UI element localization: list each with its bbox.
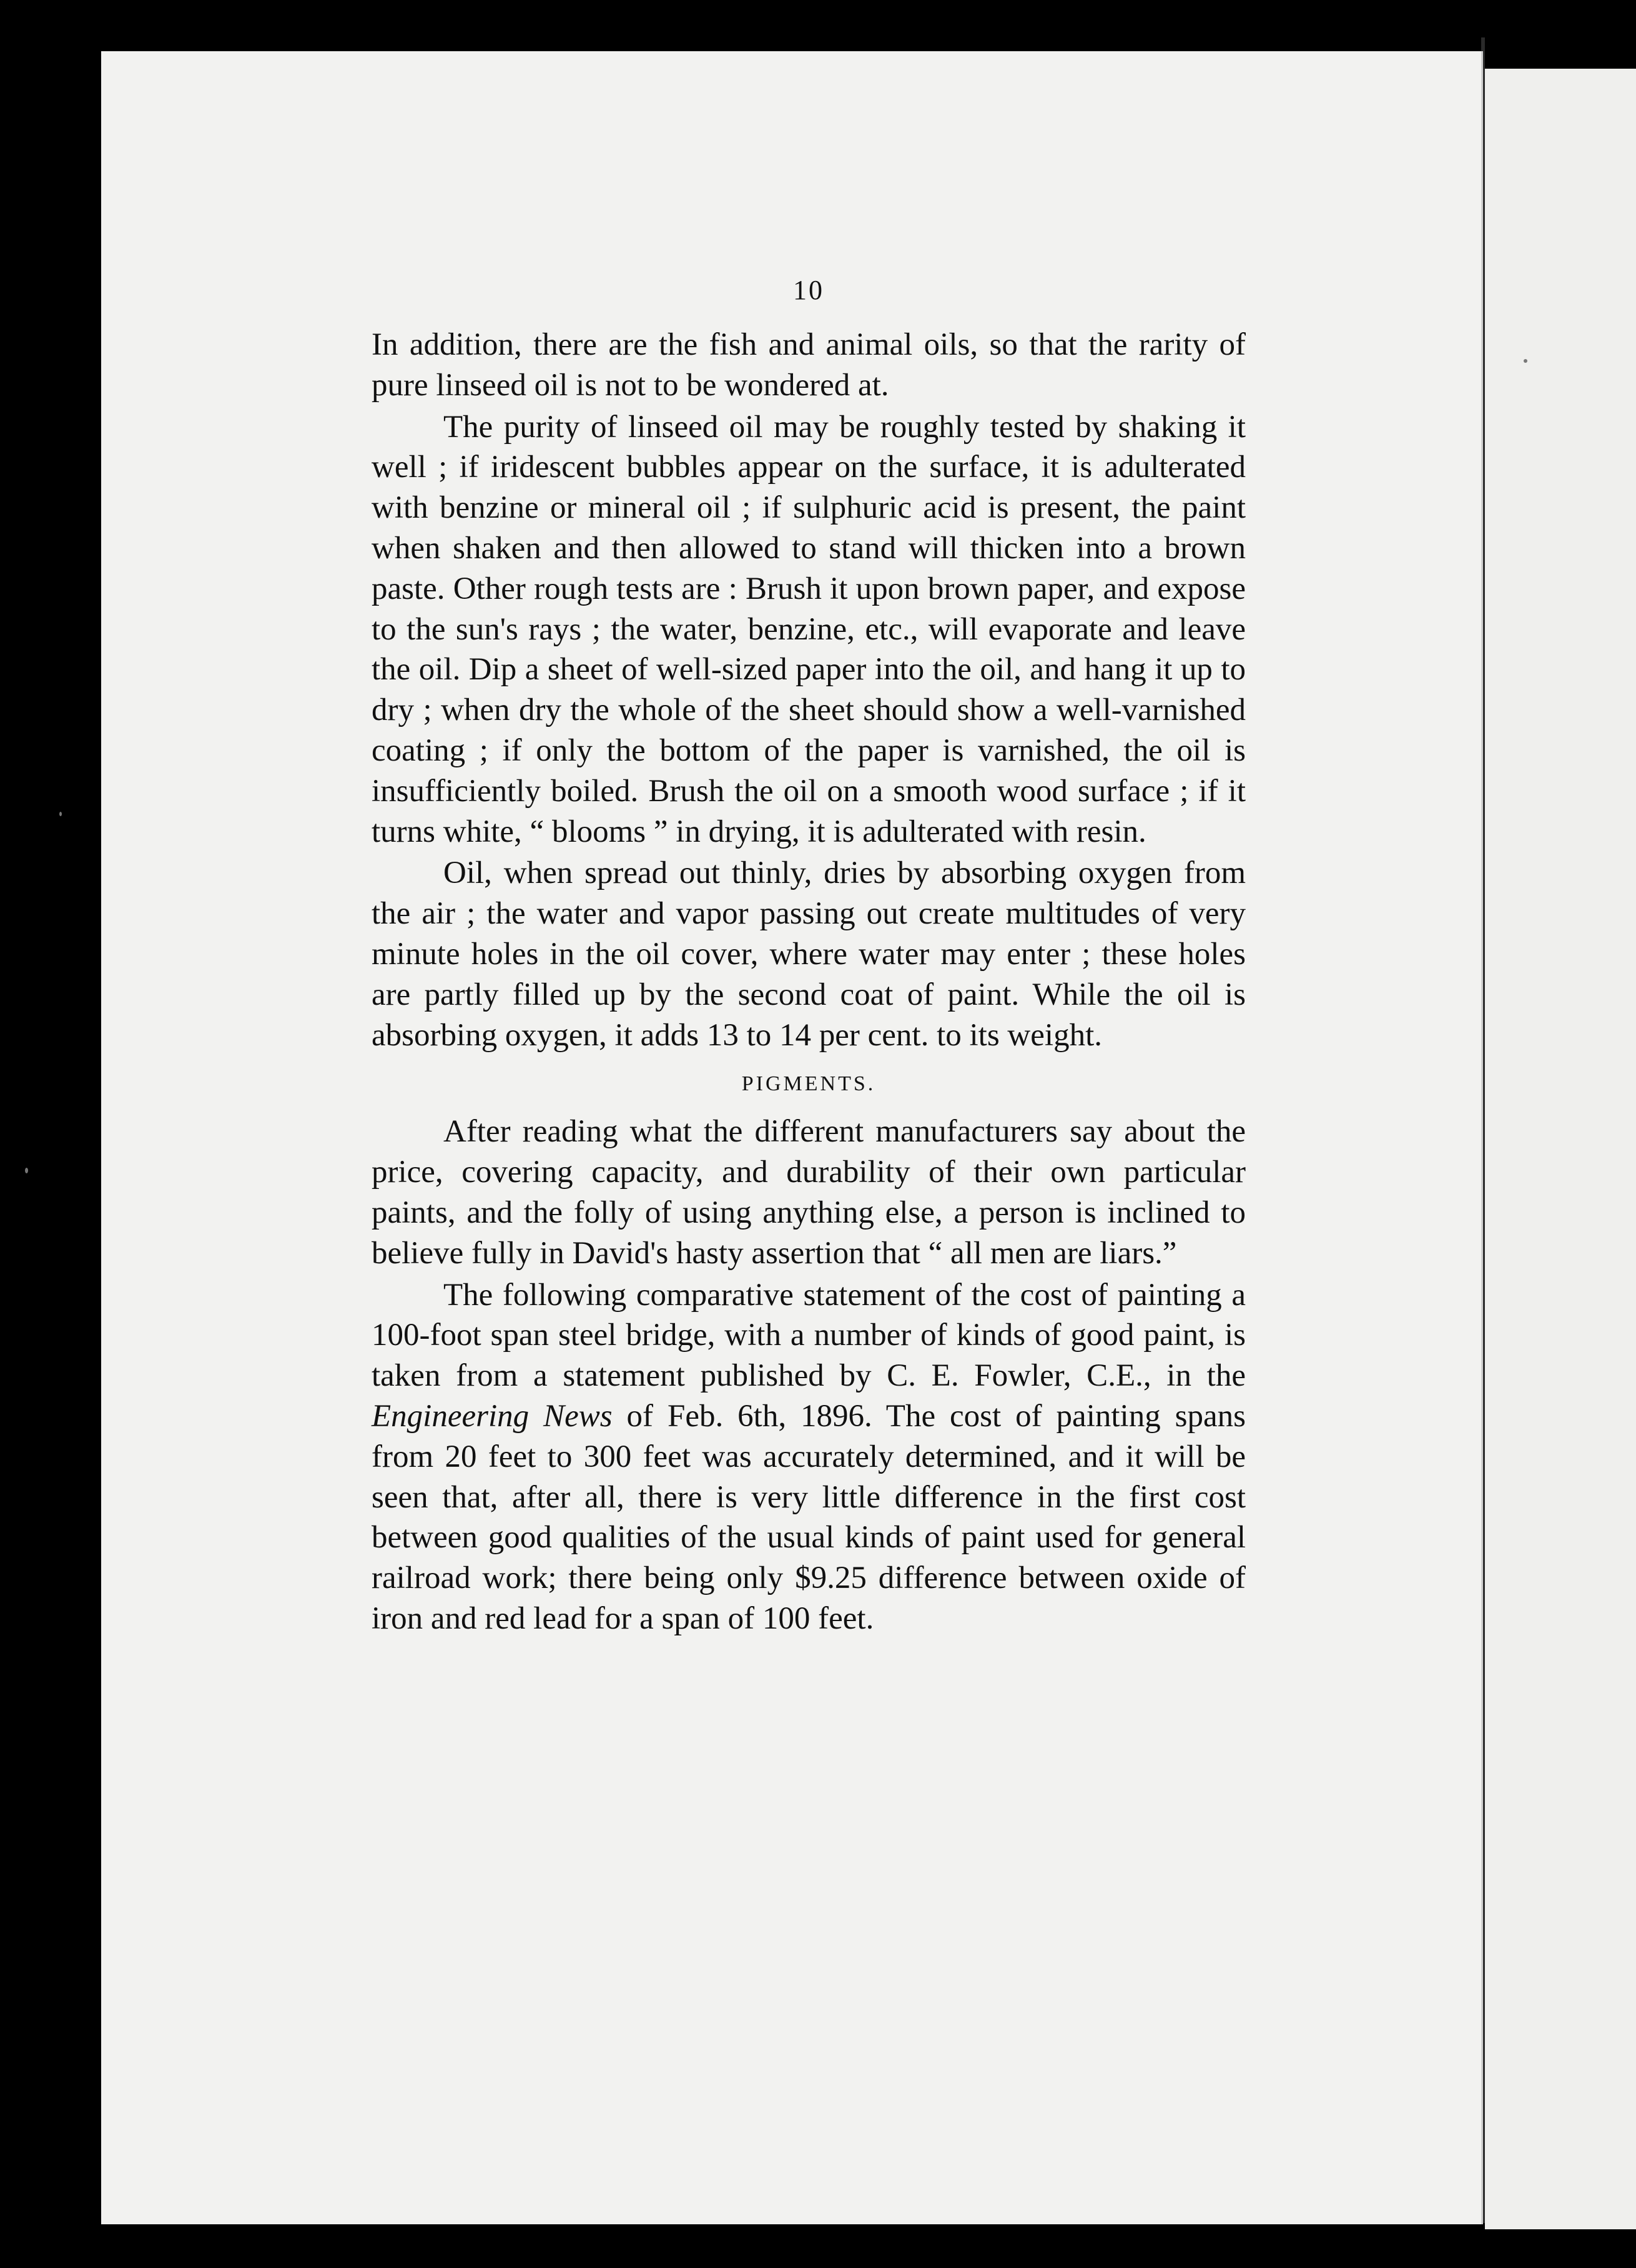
section-heading-pigments: PIGMENTS. — [741, 1072, 876, 1096]
journal-title: Engineering News — [372, 1398, 613, 1434]
adjacent-page-edge — [1485, 69, 1636, 2229]
paragraph-rarity-of-oil: In addition, there are the fish and animal oils, so that the rarity of pure linseed oil is not to be wondered at. — [372, 327, 1246, 403]
cost-statement-rest: of Feb. 6th, 1896. The cost of painting spans from 20 feet to 300 feet was accurately determined, and it will be seen that, after all, there is very little difference in the first cost between good qualities of the usual kinds of paint used for general railroad work; there being only $9.25 difference between oxide of iron and red lead for a span of 100 feet. — [372, 1398, 1246, 1636]
paragraph-purity-tests: The purity of linseed oil may be roughly tested by shaking it well ; if iridescent bubbles appear on the surface, it is adulterated with benzine or mineral oil ; if sulphuric acid is present, the paint when shaken and then allowed to stand will thicken into a brown paste. Other rough tests are : Brush it upon brown paper, and expose to the sun's rays ; the water, benzine, etc., will evaporate and leave the oil. Dip a sheet of well-sized paper into the oil, and hang it up to dry ; when dry the whole of the sheet should show a well-varnished coating ; if only the bottom of the paper is varnished, the oil is insufficiently boiled. Brush the oil on a smooth wood surface ; if it turns white, “ blooms ” in drying, it is adulterated with resin. — [372, 409, 1246, 849]
scan-speck — [1524, 359, 1527, 363]
scan-speck — [59, 812, 62, 816]
cost-statement-intro: The following comparative statement of the cost of painting a 100-foot span steel bridge, with a number of kinds of good paint, is taken from a statement published by C. E. Fowler, C.E., in the — [372, 1277, 1246, 1394]
paragraph-oil-drying: Oil, when spread out thinly, dries by absorbing oxygen from the air ; the water and vapor passing out create multitudes of very minute holes in the oil cover, where water may enter ; these holes are partly filled up by the second coat of paint. While the oil is absorbing oxygen, it adds 13 to 14 per cent. to its weight. — [372, 855, 1246, 1053]
paragraph-cost-statement — [372, 1275, 1246, 1639]
scan-speck — [25, 1168, 28, 1173]
page-number: 10 — [793, 275, 824, 305]
page-text — [372, 269, 1246, 1639]
paragraph-manufacturers-claims: After reading what the different manufacturers say about the price, covering capacity, and durability of their own particular paints, and the folly of using anything else, a person is inclined to believe fully in David's hasty assertion that “ all men are liars.” — [372, 1114, 1246, 1271]
